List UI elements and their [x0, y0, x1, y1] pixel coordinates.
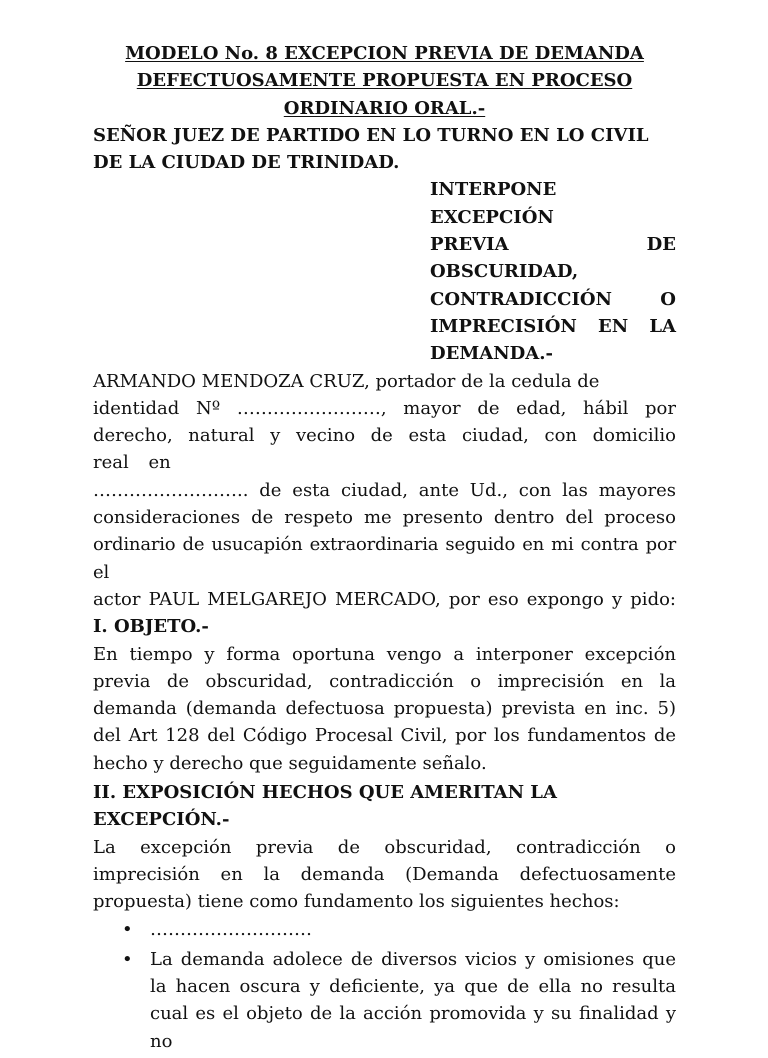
- bullet-icon: •: [122, 948, 133, 970]
- bullet-icon: •: [122, 918, 133, 940]
- subject-line: INTERPONE EXCEPCIÓN: [430, 179, 557, 228]
- title-line: ORDINARIO ORAL.-: [283, 97, 486, 119]
- section-heading-objeto: I. OBJETO.-: [93, 616, 209, 638]
- list-item: [93, 916, 676, 943]
- addressee: SEÑOR JUEZ DE PARTIDO EN LO TURNO EN LO CIVIL DE LA CIUDAD DE TRINIDAD.: [93, 124, 649, 174]
- section-text-exposicion: La excepción previa de obscuridad, contradicción o imprecisión en la demanda (Demanda defectuosamente propuesta) tiene como fundamento los siguientes hechos:: [93, 836, 676, 913]
- intro-line: ARMANDO MENDOZA CRUZ, portador de la cedula de: [93, 370, 600, 392]
- list-item: [93, 946, 676, 1055]
- subject-line: DEMANDA.-: [430, 343, 553, 365]
- intro-line: consideraciones de respeto me presento dentro del proceso: [93, 507, 676, 529]
- subject-line: CONTRADICCIÓN O: [430, 288, 676, 310]
- subject-line: IMPRECISIÓN EN LA: [430, 315, 676, 337]
- intro-line: identidad Nº ……………………, mayor de edad, hábil por: [93, 397, 676, 419]
- document-page: [93, 40, 676, 1058]
- list-item-text: ………………………: [150, 918, 312, 940]
- subject-line: OBSCURIDAD,: [430, 261, 579, 283]
- section-text-objeto: En tiempo y forma oportuna vengo a interponer excepción previa de obscuridad, contradicción o imprecisión en la demanda (demanda defectuosa propuesta) prevista en inc. 5) del Art 128 del Código Procesal Civil, por los fundamentos de hecho y derecho que seguidamente señalo.: [93, 643, 676, 774]
- list-item-text: La demanda adolece de diversos vicios y omisiones que la hacen oscura y deficiente, ya que de ella no resulta cual es el objeto de la acción promovida y su finalidad y no: [150, 948, 676, 1052]
- intro-paragraph: [93, 368, 676, 614]
- intro-line: derecho, natural y vecino de esta ciudad, con domicilio: [93, 425, 676, 447]
- title-line: MODELO No. 8 EXCEPCION PREVIA DE DEMANDA: [125, 43, 644, 64]
- document-title: [93, 40, 676, 122]
- intro-line: …………………….. de esta ciudad, ante Ud., con las mayores: [93, 479, 676, 501]
- subject-block: [430, 176, 676, 367]
- facts-list: [93, 916, 676, 1055]
- subject-line: PREVIA DE: [430, 234, 676, 256]
- title-line: DEFECTUOSAMENTE PROPUESTA EN PROCESO: [136, 70, 633, 92]
- intro-line: actor PAUL MELGAREJO MERCADO, por eso expongo y pido:: [93, 588, 676, 610]
- intro-line: ordinario de usucapión extraordinaria seguido en mi contra por el: [93, 534, 676, 583]
- intro-line: real en: [93, 452, 171, 474]
- section-heading-exposicion: II. EXPOSICIÓN HECHOS QUE AMERITAN LA EXCEPCIÓN.-: [93, 782, 557, 831]
